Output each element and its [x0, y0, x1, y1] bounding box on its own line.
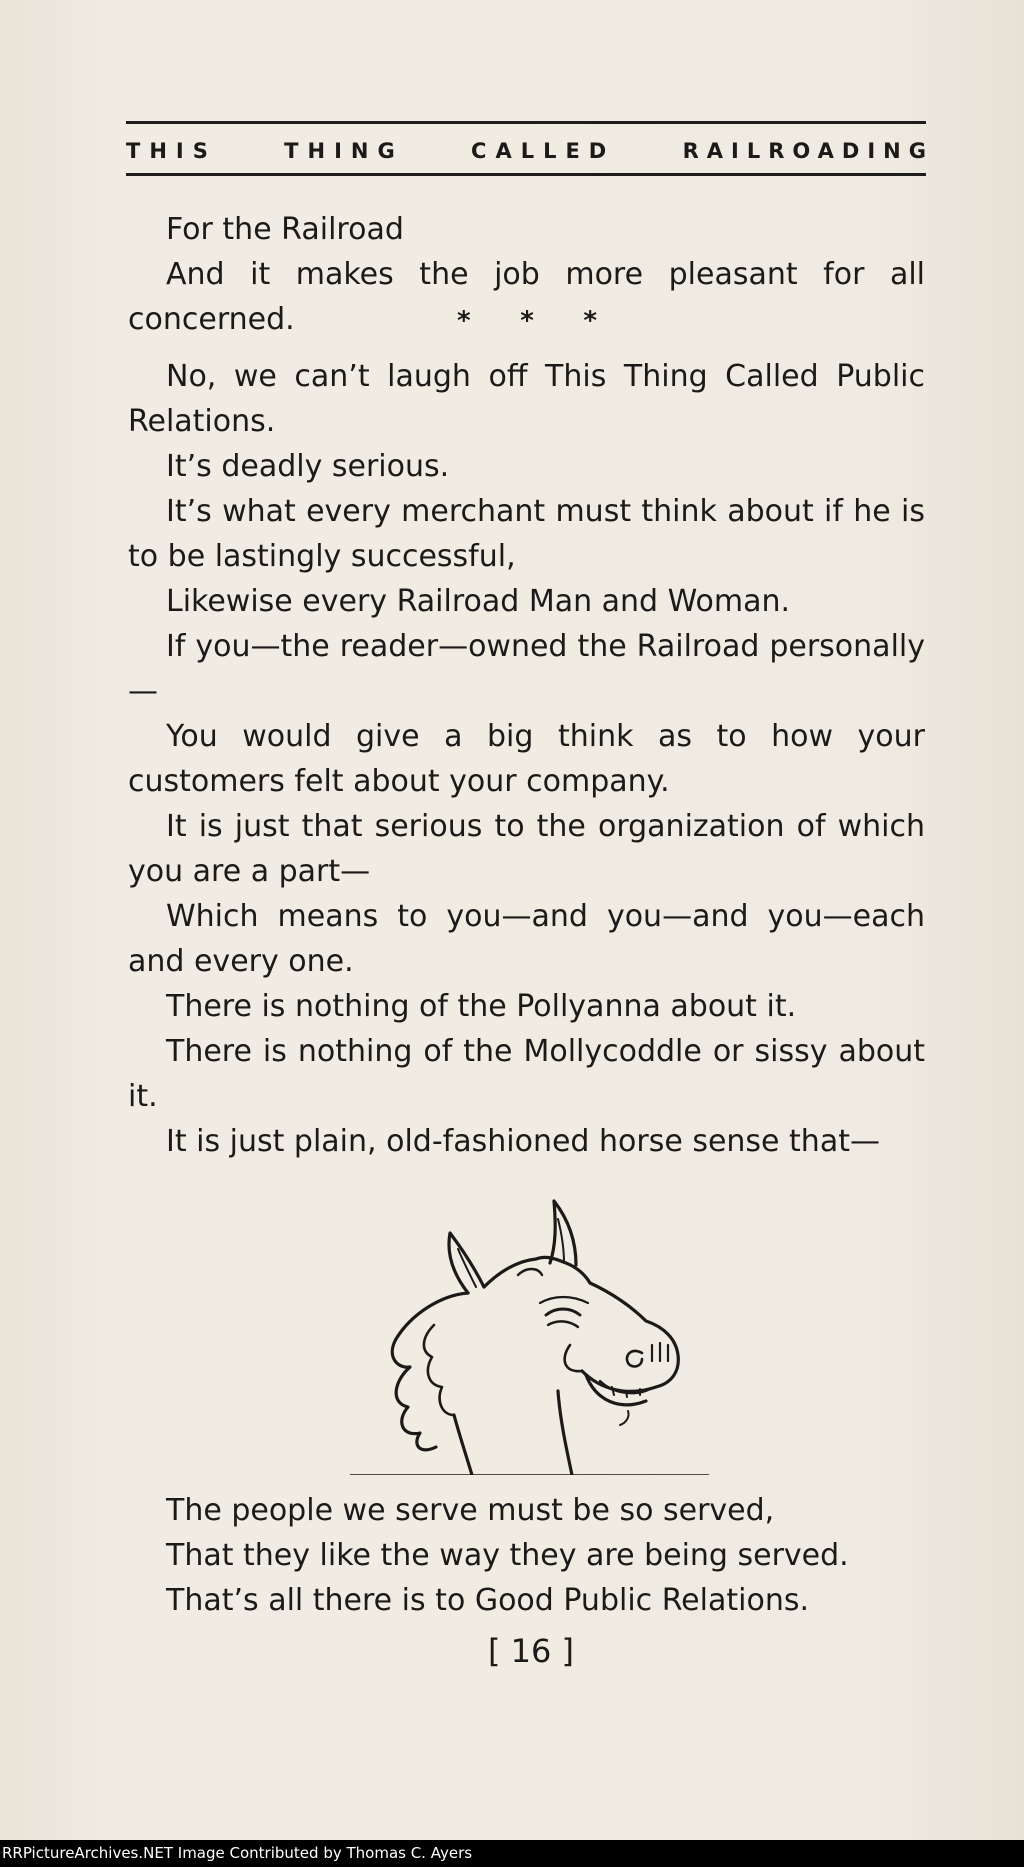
header-rule-bottom	[126, 173, 926, 176]
closing-lines	[128, 1488, 928, 1623]
asterisk: *	[457, 306, 471, 336]
header-rule-top	[126, 121, 926, 124]
paragraph: It’s deadly serious.	[166, 449, 450, 484]
horse-neck-back	[454, 1415, 472, 1475]
paragraph: For the Railroad	[166, 212, 404, 247]
paragraph: You would give a big think as to how your customers felt about your company.	[128, 719, 925, 799]
horse-mane-inner	[424, 1325, 454, 1415]
running-header	[126, 134, 934, 168]
asterisk: *	[583, 306, 597, 336]
horse-right-ear-inner	[558, 1219, 564, 1263]
horse-cheek	[565, 1345, 582, 1371]
horse-brow	[540, 1297, 588, 1303]
paragraph: It is just that serious to the organization of which you are a part—	[128, 809, 925, 889]
image-credit-bar: RRPictureArchives.NET Image Contributed by Thomas C. Ayers	[0, 1840, 1024, 1867]
closing-line: That they like the way they are being served.	[166, 1538, 849, 1573]
running-header-word: RAILROADING	[682, 139, 934, 163]
paragraph: It is just plain, old-fashioned horse sense that—	[166, 1124, 880, 1159]
closing-line: The people we serve must be so served,	[166, 1493, 775, 1528]
running-header-word: CALLED	[471, 139, 616, 163]
paragraph: No, we can’t laugh off This Thing Called Public Relations.	[128, 359, 925, 439]
horse-nostril	[627, 1351, 642, 1367]
body-text	[128, 207, 925, 1164]
paragraph: There is nothing of the Mollycoddle or sissy about it.	[128, 1034, 925, 1114]
running-header-word: THIS	[126, 139, 217, 163]
paragraph: Likewise every Railroad Man and Woman.	[166, 584, 791, 619]
paragraph: It’s what every merchant must think about if he is to be lastingly successful,	[128, 494, 925, 574]
paragraph: Which means to you—and you—and you—each and every one.	[128, 899, 925, 979]
section-break-space	[128, 342, 925, 354]
horse-forelock	[484, 1257, 590, 1287]
horse-neck-front	[558, 1391, 572, 1475]
horse-forelock-curl	[518, 1269, 542, 1275]
paragraph: And it makes the job more pleasant for all concerned.	[128, 257, 925, 337]
paragraph: If you—the reader—owned the Railroad personally—	[128, 629, 925, 709]
running-header-word: THING	[284, 139, 404, 163]
page-number: [ 16 ]	[487, 1632, 575, 1670]
horse-left-ear	[449, 1233, 484, 1293]
horse-eye	[546, 1309, 580, 1315]
closing-line: That’s all there is to Good Public Relations.	[166, 1583, 809, 1618]
horse-head-illustration	[350, 1175, 710, 1475]
asterisk: *	[520, 306, 534, 336]
section-break	[457, 306, 597, 336]
paragraph: There is nothing of the Pollyanna about it.	[166, 989, 797, 1024]
horse-face-front	[590, 1283, 678, 1387]
horse-eye-lid	[548, 1321, 578, 1327]
horse-chin-hair	[620, 1411, 629, 1425]
